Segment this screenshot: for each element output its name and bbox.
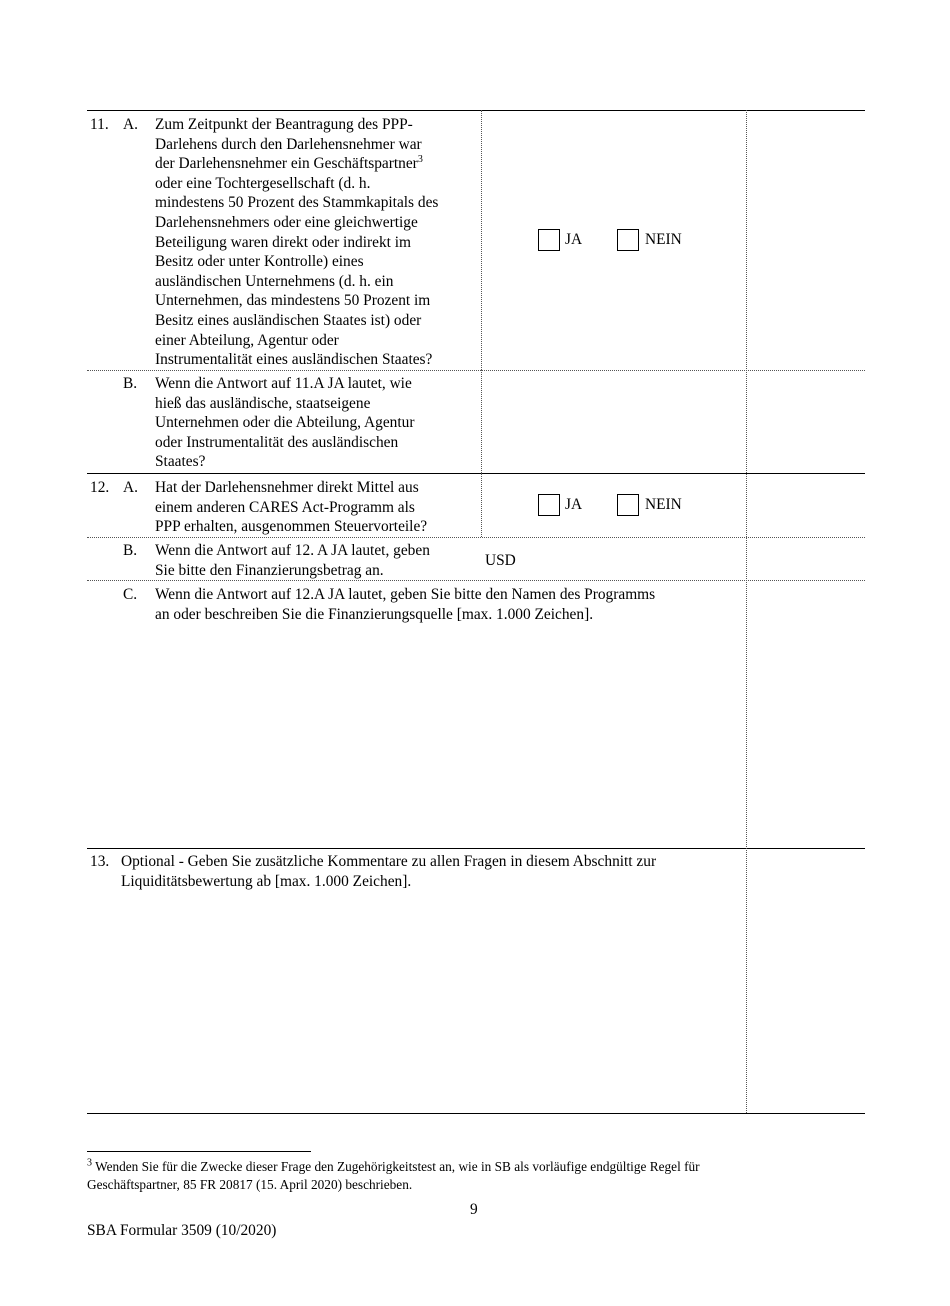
q12b-amount-field[interactable] bbox=[520, 540, 744, 578]
table-bottom-rule bbox=[87, 1113, 865, 1114]
q13-text: Optional - Geben Sie zusätzliche Kommentare zu allen Fragen in diesem Abschnitt zur Liquiditätsbewertung ab [max. 1.000 Zeichen]. bbox=[121, 853, 657, 890]
q11a-no-checkbox[interactable] bbox=[617, 229, 639, 251]
answer-separator-12a bbox=[481, 473, 482, 537]
q12a-yes-checkbox[interactable] bbox=[538, 494, 560, 516]
q13-number: 13. bbox=[90, 853, 110, 870]
q11a-answer-field[interactable] bbox=[748, 112, 864, 368]
row-divider-12a bbox=[87, 537, 865, 538]
q12a-no-checkbox[interactable] bbox=[617, 494, 639, 516]
q12b-letter: B. bbox=[123, 542, 138, 559]
q11a-no-label: NEIN bbox=[645, 231, 682, 248]
form-id: SBA Formular 3509 (10/2020) bbox=[87, 1222, 277, 1239]
table-top-rule bbox=[87, 110, 865, 111]
q11a-text: Zum Zeitpunkt der Beantragung des PPP- Darlehens durch den Darlehensnehmer war der Darlehensnehmer ein Geschäftspartner$^3$ oder eine Tochtergesellschaft (d. h. mindestens 50 Prozent des Stammkapitals des Darlehensnehmers oder eine gleichwertige Beteiligung waren direkt oder indirekt im Besitz oder unter Kontrolle) eines ausländischen Unternehmens (d. h. ein Unternehmen, das mindestens 50 Prozent im Besitz eines ausländischen Staates ist) oder einer Abteilung, Agentur oder Instrumentalität eines ausländischen Staates? bbox=[155, 116, 439, 369]
answer-separator-11b bbox=[481, 370, 482, 473]
answer-separator-11a bbox=[481, 110, 482, 370]
footnote-mark: 3 bbox=[87, 1157, 92, 1169]
q12b-text: Wenn die Antwort auf 12. A JA lautet, geben Sie bitte den Finanzierungsbetrag an. bbox=[155, 542, 430, 579]
row-divider-12c bbox=[87, 848, 865, 849]
q13-answer-field[interactable] bbox=[119, 895, 743, 1109]
q11b-answer-field[interactable] bbox=[484, 372, 744, 471]
q12a-no-label: NEIN bbox=[645, 496, 682, 513]
right-column-divider bbox=[746, 110, 747, 1113]
q12-number: 12. bbox=[90, 479, 110, 496]
q12c-text: Wenn die Antwort auf 12.A JA lautet, geben Sie bitte den Namen des Programms an oder beschreiben Sie die Finanzierungsquelle [max. 1.000 Zeichen]. bbox=[155, 586, 656, 623]
q12a-letter: A. bbox=[123, 479, 138, 496]
row-divider-11a bbox=[87, 370, 865, 371]
q11a-letter: A. bbox=[123, 116, 138, 133]
footnote-rule bbox=[87, 1151, 311, 1152]
q12a-yes-label: JA bbox=[565, 496, 583, 513]
row-divider-11b bbox=[87, 473, 865, 474]
q11a-yes-label: JA bbox=[565, 231, 583, 248]
footnote-ref: 3 bbox=[417, 154, 423, 166]
q11b-letter: B. bbox=[123, 375, 138, 392]
q11a-yes-checkbox[interactable] bbox=[538, 229, 560, 251]
footnote-text: $^3$ Wenden Sie für die Zwecke dieser Frage den Zugehörigkeitstest an, wie in SB als vorläufige endgültige Regel für Geschäftspartner, 85 FR 20817 (15. April 2020) beschrieben. bbox=[87, 1157, 700, 1192]
q11b-text: Wenn die Antwort auf 11.A JA lautet, wie hieß das ausländische, staatseigene Unternehmen oder die Abteilung, Agentur oder Instrumentalität des ausländischen Staates? bbox=[155, 375, 415, 471]
q12c-answer-field[interactable] bbox=[153, 628, 743, 844]
page-number: 9 bbox=[470, 1201, 478, 1218]
q12c-letter: C. bbox=[123, 586, 138, 603]
q12b-currency-label: USD bbox=[485, 552, 516, 569]
q12a-text: Hat der Darlehensnehmer direkt Mittel aus einem anderen CARES Act-Programm als PPP erhalten, ausgenommen Steuervorteile? bbox=[155, 479, 428, 536]
q11-number: 11. bbox=[90, 116, 109, 133]
